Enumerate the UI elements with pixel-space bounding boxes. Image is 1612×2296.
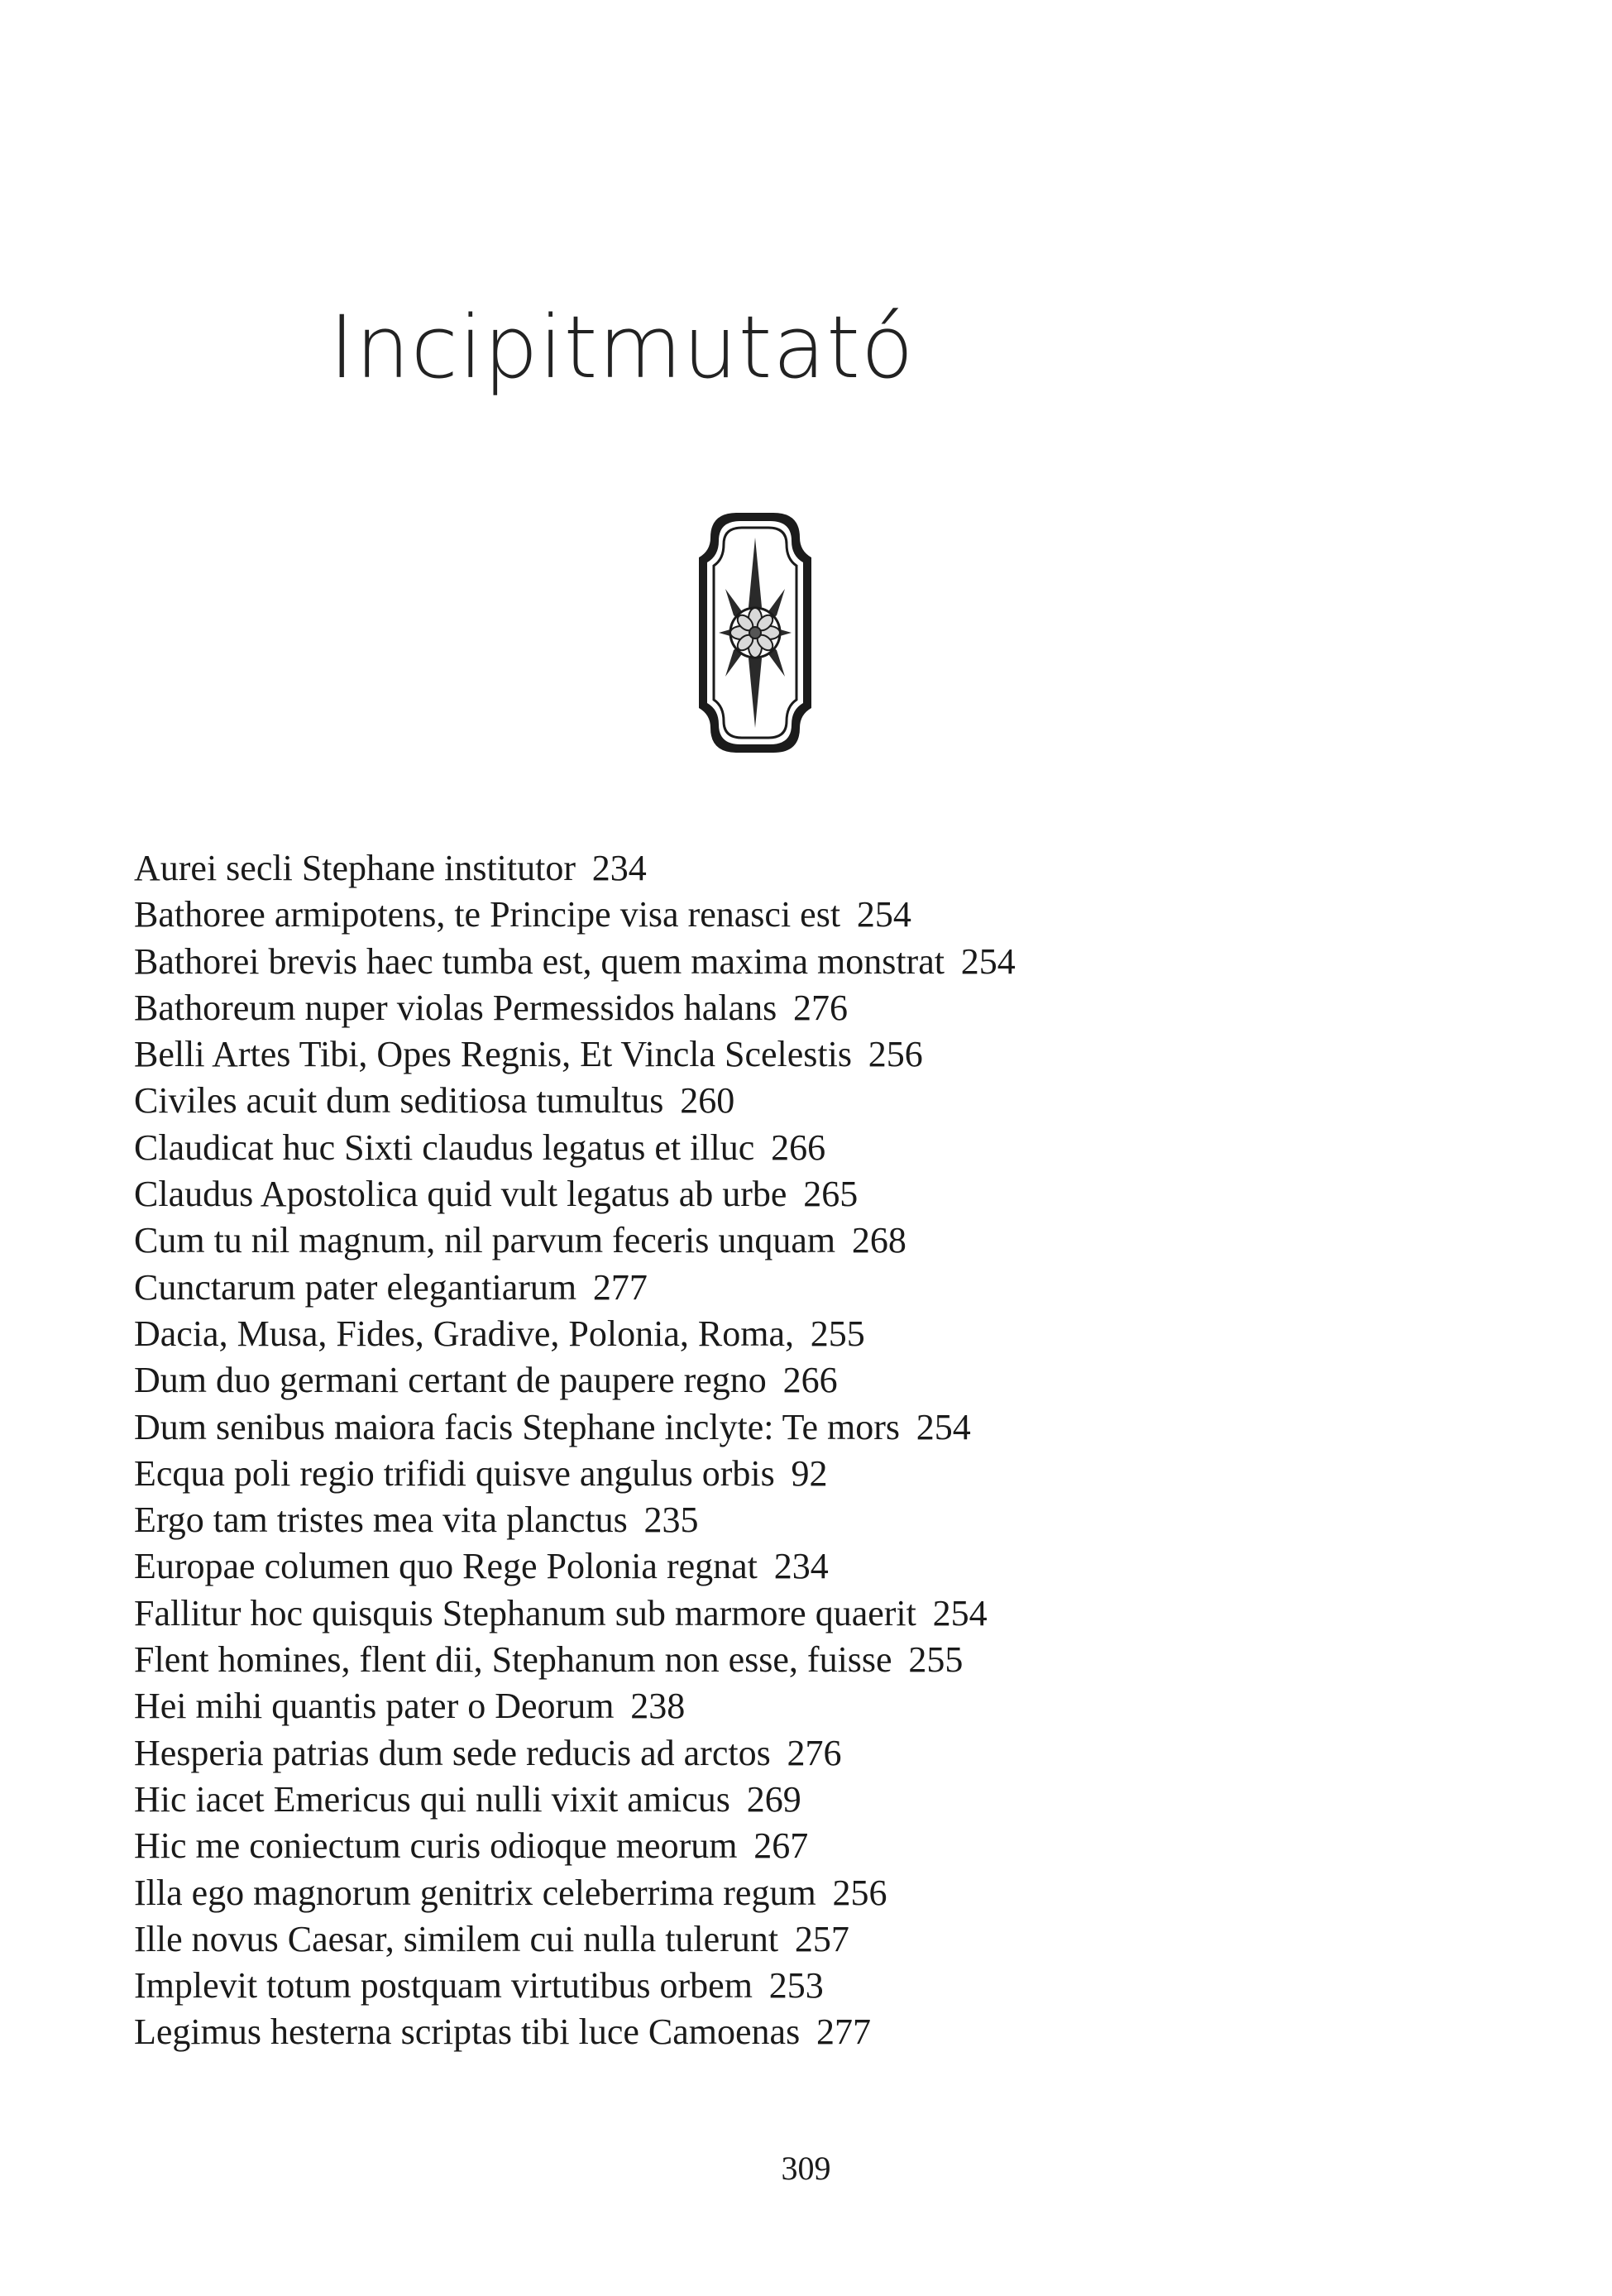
entry-incipit: Cunctarum pater elegantiarum [134, 1266, 577, 1308]
index-entry [134, 1543, 1016, 1590]
index-entry [134, 1078, 1016, 1124]
entry-page-ref: 266 [771, 1126, 826, 1168]
index-entry [134, 1963, 1016, 2009]
entry-page-ref: 265 [803, 1174, 859, 1215]
entry-page-ref: 92 [791, 1452, 828, 1494]
entry-incipit: Hesperia patrias dum sede reducis ad arctos [134, 1732, 771, 1773]
index-entry [134, 1683, 1016, 1729]
index-entry [134, 939, 1016, 985]
index-entry [134, 1171, 1016, 1217]
entry-page-ref: 260 [680, 1080, 735, 1122]
entry-incipit: Dacia, Musa, Fides, Gradive, Polonia, Roma, [134, 1313, 794, 1354]
entry-incipit: Bathoree armipotens, te Principe visa renasci est [134, 894, 841, 935]
entry-page-ref: 267 [753, 1825, 809, 1867]
entry-page-ref: 276 [787, 1732, 842, 1773]
entry-page-ref: 268 [851, 1220, 906, 1261]
entry-page-ref: 253 [768, 1965, 824, 2007]
index-entry [134, 1823, 1016, 1869]
entry-incipit: Belli Artes Tibi, Opes Regnis, Et Vincla Scelestis [134, 1034, 852, 1075]
index-entry [134, 1870, 1016, 1916]
entry-incipit: Implevit totum postquam virtutibus orbem [134, 1965, 753, 2007]
entry-incipit: Aurei secli Stephane institutor [134, 848, 576, 888]
index-entry [134, 1637, 1016, 1683]
index-entry [134, 985, 1016, 1031]
entry-page-ref: 254 [932, 1592, 988, 1634]
entry-page-ref: 255 [908, 1639, 964, 1681]
index-entry [134, 1311, 1016, 1357]
entry-page-ref: 238 [630, 1686, 686, 1727]
entry-page-ref: 254 [916, 1406, 971, 1447]
index-entry [134, 1590, 1016, 1637]
first-line-index-list [134, 845, 1016, 2056]
entry-incipit: Dum duo germani certant de paupere regno [134, 1360, 767, 1401]
entry-incipit: Fallitur hoc quisquis Stephanum sub marmore quaerit [134, 1592, 916, 1634]
entry-incipit: Ille novus Caesar, similem cui nulla tulerunt [134, 1918, 779, 1959]
entry-page-ref: 234 [773, 1546, 829, 1587]
entry-page-ref: 254 [856, 894, 911, 935]
entry-page-ref: 269 [746, 1778, 801, 1820]
rosette-star-ornament-icon [694, 508, 816, 758]
index-entry [134, 1357, 1016, 1404]
index-entry [134, 1451, 1016, 1497]
entry-page-ref: 277 [592, 1266, 648, 1308]
entry-incipit: Ergo tam tristes mea vita planctus [134, 1500, 628, 1541]
index-entry [134, 1031, 1016, 1078]
entry-incipit: Hic iacet Emericus qui nulli vixit amicus [134, 1778, 730, 1820]
entry-page-ref: 235 [643, 1500, 699, 1541]
index-entry [134, 2009, 1016, 2055]
entry-page-ref: 256 [868, 1034, 923, 1075]
entry-incipit: Civiles acuit dum seditiosa tumultus [134, 1080, 664, 1122]
entry-incipit: Claudus Apostolica quid vult legatus ab urbe [134, 1174, 787, 1215]
index-entry [134, 1916, 1016, 1963]
index-entry [134, 1265, 1016, 1311]
entry-page-ref: 276 [793, 987, 848, 1028]
entry-incipit: Flent homines, flent dii, Stephanum non esse, fuisse [134, 1639, 892, 1681]
entry-incipit: Europae columen quo Rege Polonia regnat [134, 1546, 758, 1587]
entry-incipit: Bathorei brevis haec tumba est, quem maxima monstrat [134, 940, 945, 982]
entry-page-ref: 257 [794, 1918, 849, 1959]
index-entry [134, 845, 1016, 892]
entry-incipit: Hei mihi quantis pater o Deorum [134, 1686, 615, 1727]
entry-page-ref: 266 [782, 1360, 838, 1401]
index-entry [134, 1497, 1016, 1543]
entry-page-ref: 254 [960, 940, 1016, 982]
entry-incipit: Illa ego magnorum genitrix celeberrima regum [134, 1872, 816, 1913]
index-entry [134, 892, 1016, 938]
entry-incipit: Claudicat huc Sixti claudus legatus et illuc [134, 1126, 755, 1168]
entry-page-ref: 277 [816, 2011, 872, 2053]
page-title: Incipitmutató [329, 297, 915, 398]
entry-incipit: Cum tu nil magnum, nil parvum feceris unquam [134, 1220, 836, 1261]
index-entry [134, 1217, 1016, 1264]
entry-incipit: Legimus hesterna scriptas tibi luce Camoenas [134, 2011, 801, 2053]
index-entry [134, 1125, 1016, 1171]
index-entry [134, 1777, 1016, 1823]
entry-incipit: Hic me coniectum curis odioque meorum [134, 1825, 738, 1867]
entry-page-ref: 255 [810, 1313, 865, 1354]
entry-incipit: Ecqua poli regio trifidi quisve angulus orbis [134, 1452, 775, 1494]
index-entry [134, 1730, 1016, 1777]
entry-incipit: Dum senibus maiora facis Stephane inclyte: Te mors [134, 1406, 900, 1447]
page-number: 309 [781, 2150, 831, 2187]
entry-incipit: Bathoreum nuper violas Permessidos halans [134, 987, 777, 1028]
entry-page-ref: 234 [591, 848, 647, 888]
index-entry [134, 1404, 1016, 1451]
entry-page-ref: 256 [832, 1872, 887, 1913]
